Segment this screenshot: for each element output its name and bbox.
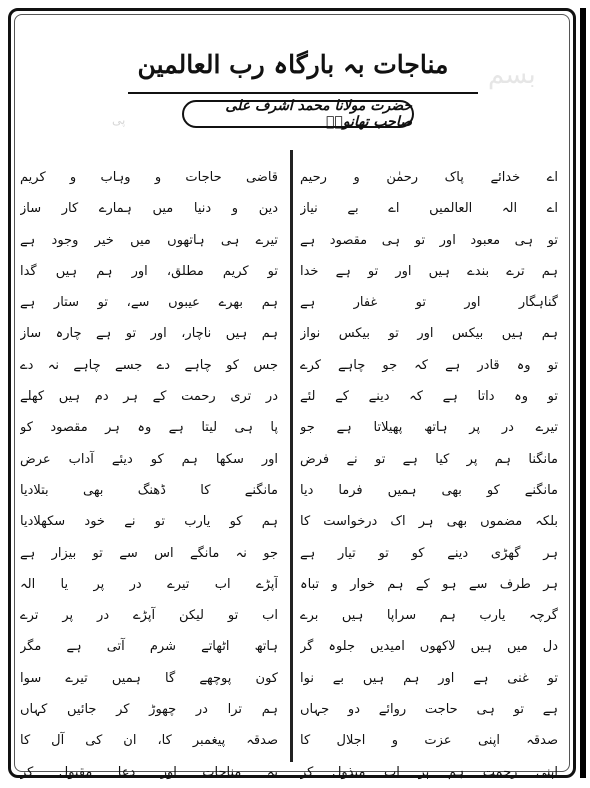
- poem-line: ہر گھڑی دینے کو تو تیار ہے: [300, 545, 558, 561]
- poem-line: تو کریم مطلق، اور ہم ہیں گدا: [20, 263, 278, 279]
- poem-line: ہر طرف سے ہو کے ہم خوار و تباہ: [300, 576, 558, 592]
- poem-line: تو غنی ہے اور ہم ہیں بے نوا: [300, 670, 558, 686]
- poem-line: مانگنے کا ڈھنگ بھی بتلادیا: [20, 482, 278, 498]
- poem-line: بلکہ مضموں بھی ہر اک درخواست کا: [300, 514, 558, 530]
- poem-line: پا ہی لیتا ہے وہ ہر مقصود کو: [20, 420, 278, 436]
- poem-line: آپڑے اب تیرے در پر یا الہ: [20, 576, 278, 592]
- poem-line: ہم ہیں بیکس اور تو بیکس نواز: [300, 326, 558, 342]
- poem-column-left: [20, 162, 278, 788]
- poem-line: اے الہ العالمیں اے بے نیاز: [300, 201, 558, 217]
- poem-line: کون پوچھے گا ہمیں تیرے سوا: [20, 670, 278, 686]
- poem-column-right: [300, 162, 558, 788]
- poem-line: ہم ہیں ناچار، اور تو ہے چارہ ساز: [20, 326, 278, 342]
- poem-line: تیرے ہی ہاتھوں میں خیر وجود ہے: [20, 232, 278, 248]
- poem-line: اپنی رحمت ہم پر اب مبذول کر: [300, 764, 558, 780]
- poem-line: مانگنا ہم پر کیا ہے تو نے فرض: [300, 451, 558, 467]
- poem-line: گناہگار اور تو غفار ہے: [300, 295, 558, 311]
- poem-line: ہے تو ہی حاجت روائے دو جہاں: [300, 702, 558, 718]
- poem-line: جس کو چاہے دے جسے چاہے نہ دے: [20, 357, 278, 373]
- author-name: حضرت مولانا محمد اشرف علی صاحب تھانویؒ: [225, 98, 412, 130]
- poem-line: تو وہ داتا ہے کہ دینے کے لئے: [300, 389, 558, 405]
- poem-line: مانگنے کو بھی ہمیں فرما دیا: [300, 482, 558, 498]
- poem-line: اور سکھا ہم کو دیئے آداب عرض: [20, 451, 278, 467]
- page-edge: [580, 8, 586, 778]
- poem-line: دل میں ہیں لاکھوں امیدیں جلوہ گر: [300, 639, 558, 655]
- poem-line: در تری رحمت کے ہر دم ہیں کھلے: [20, 389, 278, 405]
- author-badge: [182, 100, 414, 128]
- poem-line: ہاتھ اٹھاتے شرم آتی ہے مگر: [20, 639, 278, 655]
- poem-line: قاضی حاجات و وہاب و کریم: [20, 170, 278, 185]
- poem-line: ہم ترا در چھوڑ کر جائیں کہاں: [20, 702, 278, 718]
- poem-line: ہم بھرے عیبوں سے، تو ستار ہے: [20, 295, 278, 311]
- poem-line: گرچہ یارب ہم سراپا ہیں برے: [300, 608, 558, 624]
- poem-line: ہم ترے بندے ہیں اور تو ہے خدا: [300, 263, 558, 279]
- title-underline: [128, 92, 478, 94]
- poem-line: جو نہ مانگے اس سے تو بیزار ہے: [20, 545, 278, 561]
- poem-line: یہ مناجات اور دعا مقبول کر: [20, 764, 278, 780]
- poem-line: ہم کو یارب تو نے خود سکھلادیا: [20, 514, 278, 530]
- bleed-through-text: بسم: [488, 60, 536, 90]
- poem-line: دین و دنیا میں ہمارے کار ساز: [20, 201, 278, 217]
- poem-line: تیرے در پر ہاتھ پھیلاتا ہے جو: [300, 420, 558, 436]
- poem-line: صدقہ پیغمبر کا، ان کی آل کا: [20, 733, 278, 749]
- column-divider: [290, 150, 293, 762]
- poem-line: صدقہ اپنی عزت و اجلال کا: [300, 733, 558, 749]
- poem-line: اب تو لیکن آپڑے در پر ترے: [20, 608, 278, 624]
- page-title: مناجات بہ بارگاہ رب العالمین: [137, 50, 449, 79]
- poem-line: تو ہی معبود اور تو ہی مقصود ہے: [300, 232, 558, 248]
- bleed-through-text-small: پی: [112, 113, 126, 127]
- poem-line: اے خدائے پاک رحمٰن و رحیم: [300, 170, 558, 185]
- poem-line: تو وہ قادر ہے کہ جو چاہے کرے: [300, 357, 558, 373]
